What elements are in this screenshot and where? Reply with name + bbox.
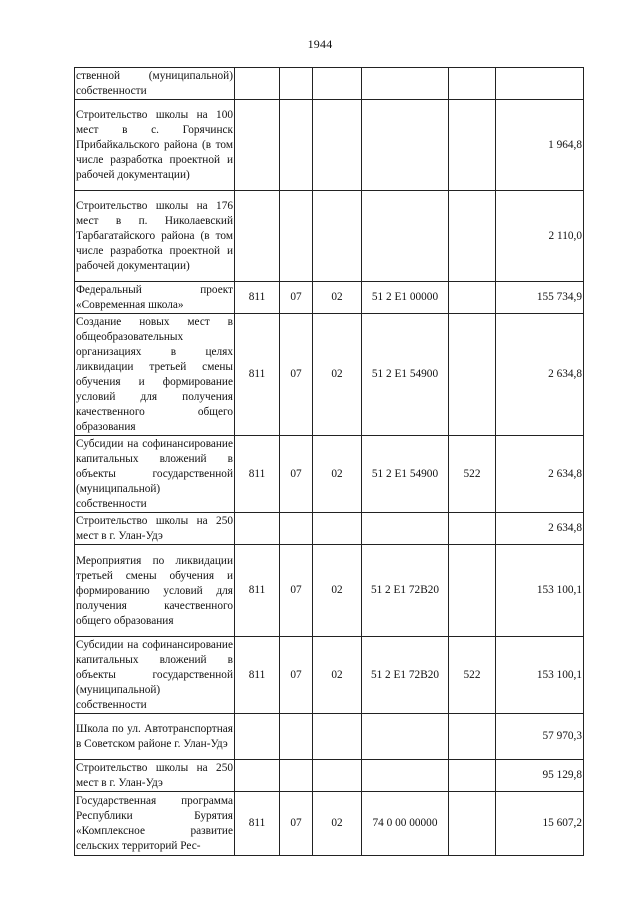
section-code: 07 (280, 282, 313, 314)
table-row (75, 436, 584, 513)
amount: 2 634,8 (496, 436, 584, 513)
subsection-code (313, 68, 362, 100)
dept-code: 811 (235, 282, 280, 314)
expense-type-code (449, 100, 496, 191)
amount: 95 129,8 (496, 760, 584, 792)
subsection-code: 02 (313, 792, 362, 856)
section-code: 07 (280, 792, 313, 856)
table-row (75, 513, 584, 545)
amount: 15 607,2 (496, 792, 584, 856)
target-article-code (362, 100, 449, 191)
section-code (280, 760, 313, 792)
table-row (75, 792, 584, 856)
section-code: 07 (280, 637, 313, 714)
subsection-code (313, 714, 362, 760)
target-article-code (362, 68, 449, 100)
section-code (280, 714, 313, 760)
amount: 2 634,8 (496, 314, 584, 436)
table-row (75, 100, 584, 191)
table-row (75, 282, 584, 314)
subsection-code (313, 191, 362, 282)
table-row (75, 314, 584, 436)
item-name: Государственная программа Республики Бурятия «Комплексное развитие сельских территорий Рес- (75, 792, 235, 856)
item-name: Субсидии на софинансирование капитальных вложений в объекты государственной (муниципальной) собственности (75, 436, 235, 513)
subsection-code (313, 100, 362, 191)
section-code: 07 (280, 314, 313, 436)
section-code: 07 (280, 545, 313, 637)
table-row (75, 68, 584, 100)
subsection-code: 02 (313, 282, 362, 314)
expense-type-code (449, 282, 496, 314)
amount: 1 964,8 (496, 100, 584, 191)
expense-type-code (449, 545, 496, 637)
subsection-code: 02 (313, 314, 362, 436)
dept-code (235, 68, 280, 100)
item-name: Строительство школы на 250 мест в г. Улан-Удэ (75, 513, 235, 545)
item-name: Школа по ул. Автотранспортная в Советском районе г. Улан-Удэ (75, 714, 235, 760)
item-name: Строительство школы на 100 мест в с. Горячинск Прибайкальского района (в том числе разработка проектной и рабочей документации) (75, 100, 235, 191)
dept-code (235, 513, 280, 545)
subsection-code (313, 513, 362, 545)
budget-table-body (75, 68, 584, 856)
target-article-code: 51 2 E1 54900 (362, 436, 449, 513)
amount: 2 110,0 (496, 191, 584, 282)
subsection-code: 02 (313, 545, 362, 637)
table-row (75, 760, 584, 792)
item-name: Строительство школы на 176 мест в п. Николаевский Тарбагатайского района (в том числе разработка проектной и рабочей документации) (75, 191, 235, 282)
dept-code: 811 (235, 545, 280, 637)
subsection-code (313, 760, 362, 792)
dept-code: 811 (235, 637, 280, 714)
expense-type-code (449, 760, 496, 792)
dept-code: 811 (235, 436, 280, 513)
amount: 2 634,8 (496, 513, 584, 545)
dept-code (235, 714, 280, 760)
subsection-code: 02 (313, 637, 362, 714)
table-row (75, 714, 584, 760)
section-code: 07 (280, 436, 313, 513)
dept-code (235, 191, 280, 282)
expense-type-code (449, 714, 496, 760)
item-name: Субсидии на софинансирование капитальных вложений в объекты государственной (муниципальной) собственности (75, 637, 235, 714)
target-article-code (362, 513, 449, 545)
amount: 155 734,9 (496, 282, 584, 314)
item-name: Строительство школы на 250 мест в г. Улан-Удэ (75, 760, 235, 792)
target-article-code (362, 191, 449, 282)
section-code (280, 513, 313, 545)
dept-code (235, 100, 280, 191)
expense-type-code (449, 792, 496, 856)
dept-code: 811 (235, 792, 280, 856)
section-code (280, 191, 313, 282)
budget-table (74, 67, 584, 856)
section-code (280, 100, 313, 191)
item-name: ственной (муниципальной) собственности (75, 68, 235, 100)
dept-code (235, 760, 280, 792)
expense-type-code (449, 68, 496, 100)
target-article-code: 51 2 E1 72B20 (362, 545, 449, 637)
target-article-code (362, 760, 449, 792)
target-article-code: 51 2 E1 72B20 (362, 637, 449, 714)
expense-type-code (449, 314, 496, 436)
amount: 57 970,3 (496, 714, 584, 760)
subsection-code: 02 (313, 436, 362, 513)
table-row (75, 191, 584, 282)
expense-type-code: 522 (449, 637, 496, 714)
amount: 153 100,1 (496, 545, 584, 637)
target-article-code: 74 0 00 00000 (362, 792, 449, 856)
target-article-code: 51 2 E1 00000 (362, 282, 449, 314)
section-code (280, 68, 313, 100)
expense-type-code: 522 (449, 436, 496, 513)
item-name: Федеральный проект «Современная школа» (75, 282, 235, 314)
expense-type-code (449, 513, 496, 545)
target-article-code: 51 2 E1 54900 (362, 314, 449, 436)
page-number: 1944 (307, 37, 333, 51)
dept-code: 811 (235, 314, 280, 436)
expense-type-code (449, 191, 496, 282)
item-name: Создание новых мест в общеобразовательных организациях в целях ликвидации третьей смены обучения и формирование условий для получения качественного общего образования (75, 314, 235, 436)
amount (496, 68, 584, 100)
amount: 153 100,1 (496, 637, 584, 714)
table-row (75, 545, 584, 637)
item-name: Мероприятия по ликвидации третьей смены обучения и формированию условий для получения качественного общего образования (75, 545, 235, 637)
table-row (75, 637, 584, 714)
target-article-code (362, 714, 449, 760)
